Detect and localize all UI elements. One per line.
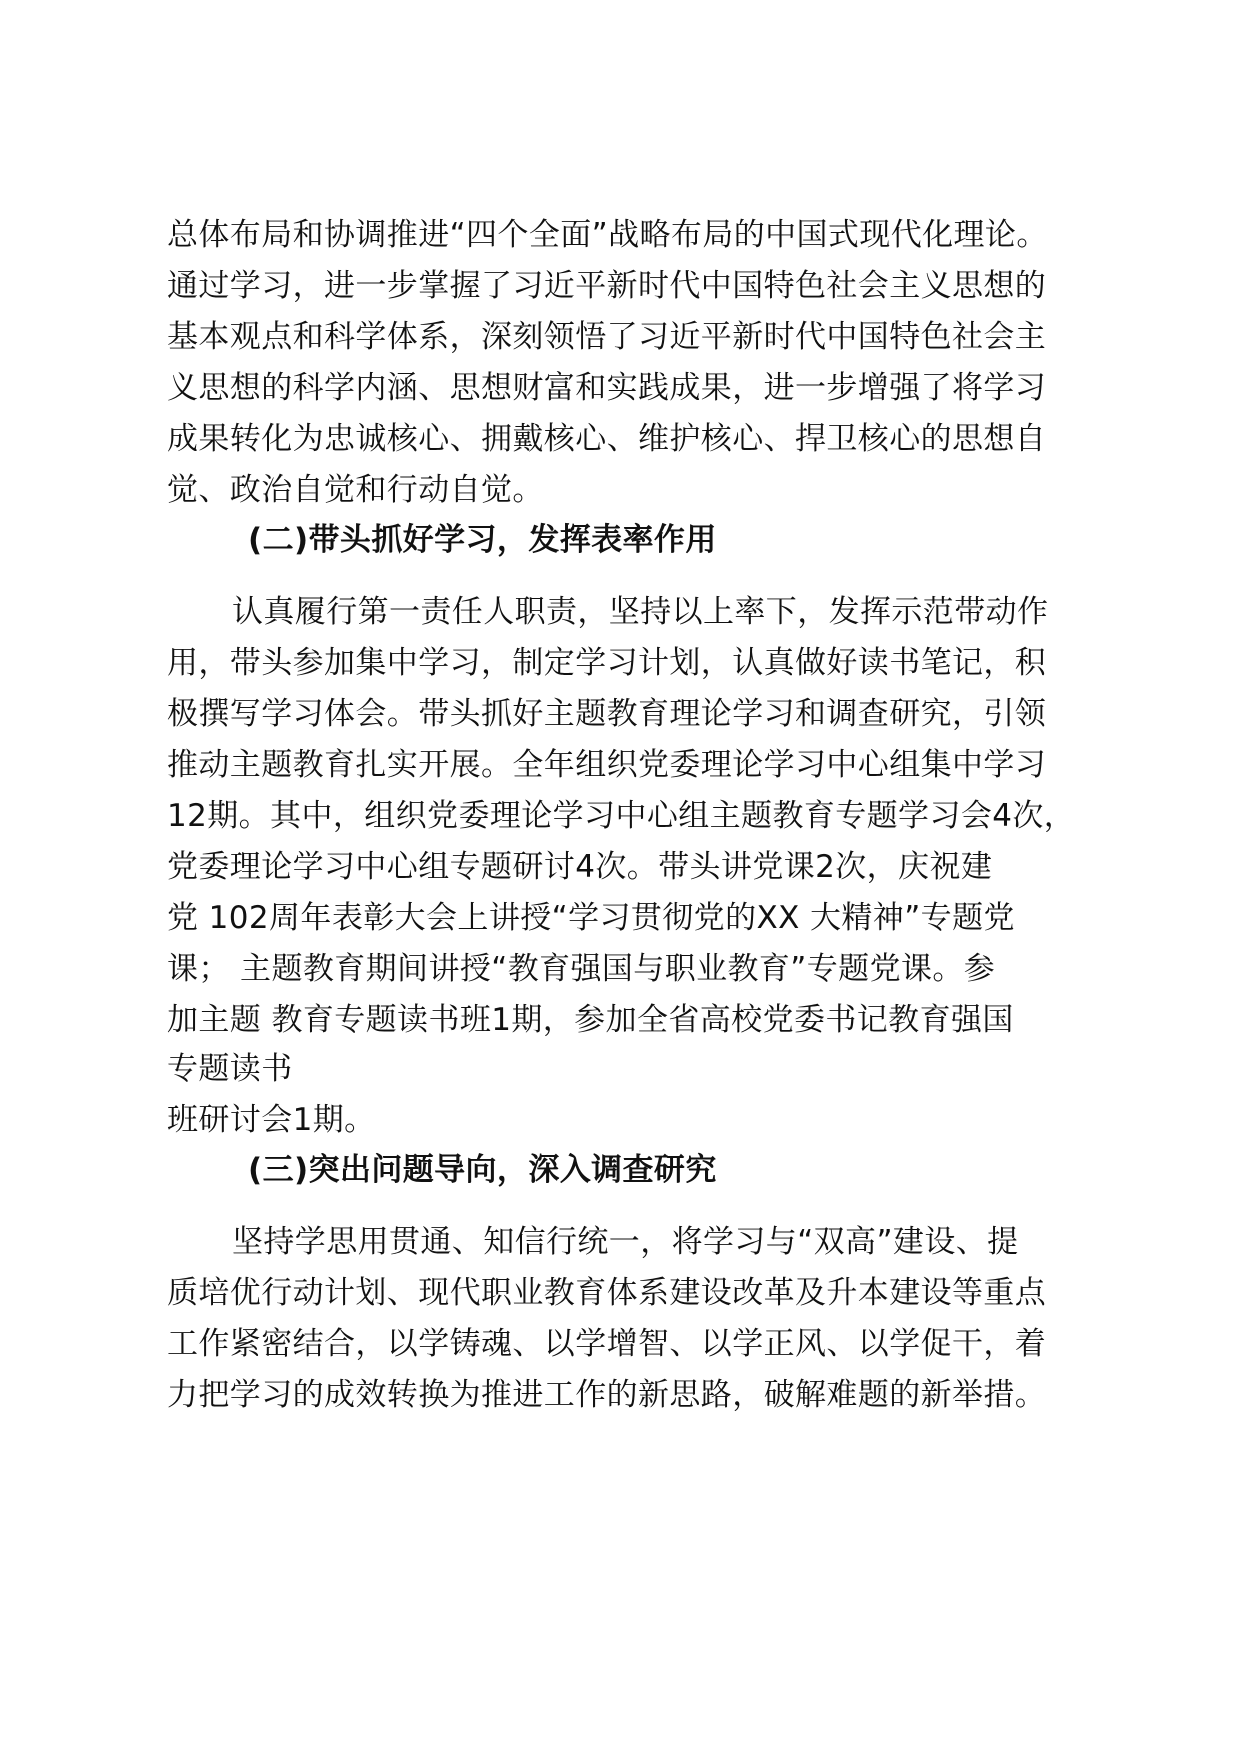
paragraph-line: 坚持学思用贯通、知信行统一，将学习与“双高”建设、提 — [232, 1224, 1019, 1260]
paragraph-line: 成果转化为忠诚核心、拥戴核心、维护核心、捍卫核心的思想自 — [167, 421, 1047, 457]
paragraph-line: 基本观点和科学体系，深刻领悟了习近平新时代中国特色社会主 — [167, 319, 1047, 355]
paragraph-line: 觉、政治自觉和行动自觉。 — [167, 472, 544, 508]
section-heading: (二)带头抓好学习，发挥表率作用 — [248, 522, 717, 558]
paragraph-line: 党 102周年表彰大会上讲授“学习贯彻党的XX 大精神”专题党 — [167, 900, 1015, 936]
paragraph-line: 党委理论学习中心组专题研讨4次。带头讲党课2次，庆祝建 — [167, 849, 993, 885]
paragraph-line: 推动主题教育扎实开展。全年组织党委理论学习中心组集中学习 — [167, 747, 1047, 783]
paragraph-line: 工作紧密结合，以学铸魂、以学增智、以学正风、以学促干，着 — [167, 1326, 1047, 1362]
section-heading: (三)突出问题导向，深入调查研究 — [248, 1152, 717, 1188]
paragraph-line: 用，带头参加集中学习，制定学习计划，认真做好读书笔记，积 — [167, 645, 1047, 681]
paragraph-line: 总体布局和协调推进“四个全面”战略布局的中国式现代化理论。 — [167, 217, 1048, 253]
paragraph-line: 12期。其中，组织党委理论学习中心组主题教育专题学习会4次， — [167, 798, 1076, 834]
paragraph-line: 质培优行动计划、现代职业教育体系建设改革及升本建设等重点 — [167, 1275, 1047, 1311]
paragraph-line: 通过学习，进一步掌握了习近平新时代中国特色社会主义思想的 — [167, 268, 1047, 304]
paragraph-line: 义思想的科学内涵、思想财富和实践成果，进一步增强了将学习 — [167, 370, 1047, 406]
paragraph-line: 力把学习的成效转换为推进工作的新思路，破解难题的新举措。 — [167, 1377, 1047, 1413]
paragraph-line: 专题读书 — [167, 1051, 293, 1087]
paragraph-line: 极撰写学习体会。带头抓好主题教育理论学习和调查研究，引领 — [167, 696, 1047, 732]
paragraph-line: 课； 主题教育期间讲授“教育强国与职业教育”专题党课。参 — [167, 951, 996, 987]
paragraph-line: 班研讨会1期。 — [167, 1102, 376, 1138]
paragraph-line: 认真履行第一责任人职责，坚持以上率下，发挥示范带动作 — [232, 594, 1049, 630]
paragraph-line: 加主题 教育专题读书班1期，参加全省高校党委书记教育强国 — [167, 1002, 1014, 1038]
